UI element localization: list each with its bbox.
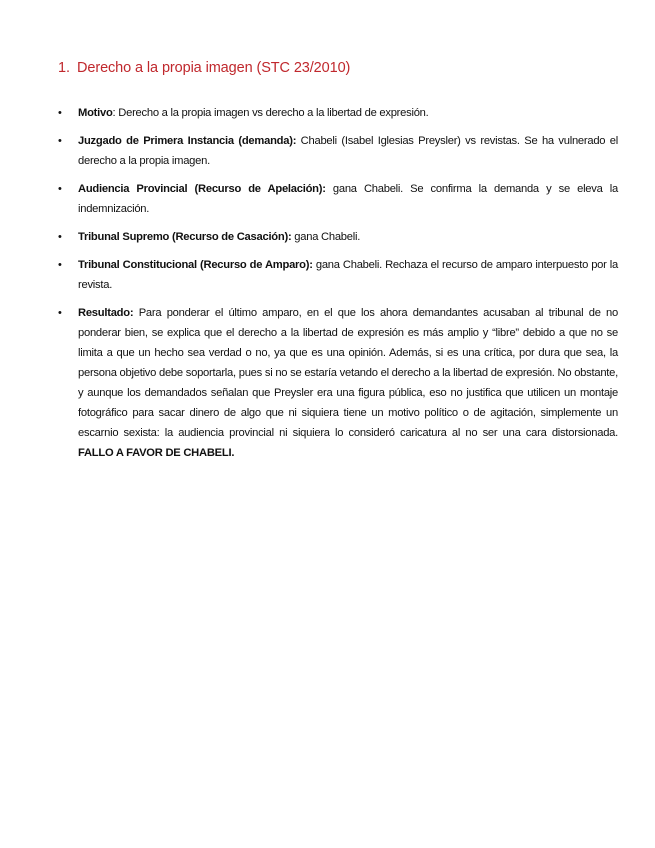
item-text: Para ponderar el último amparo, en el que los ahora demandantes acusaban al tribunal de no ponderar bien, se explica que el derecho a la libertad de expresión es más amplio y “libre” debido a que no se limita a que un hecho sea verdad o no, ya que es una opinión. Además, si es una crítica, por dura que sea, la persona objetivo debe soportarla, pues si no se estaría vetando el derecho a la libertad de expresión. No obstante, y aunque los demandados señalan que Preysler era una figura pública, eso no justifica que utilicen un montaje fotográfico para sacar dinero de algo que ni siquiera tiene un motivo político o de agitación, simplemente un escarnio sexista: la audiencia provincial ni siquiera lo consideró caricatura al no ser una cara distorsionada. <box>78 307 618 439</box>
item-label: Resultado: <box>78 307 134 319</box>
section-heading <box>58 60 350 76</box>
bullet-icon: • <box>58 135 62 147</box>
list-item-resultado <box>58 303 618 463</box>
list-item-juzgado <box>58 131 618 171</box>
item-label: Juzgado de Primera Instancia (demanda) <box>78 135 293 147</box>
section-number: 1. <box>58 60 70 76</box>
item-text: gana Chabeli. Rechaza el recurso de amparo interpuesto por la revista. <box>78 259 618 291</box>
bullet-icon: • <box>58 231 62 243</box>
bullet-icon: • <box>58 107 62 119</box>
section-title: Derecho a la propia imagen (STC 23/2010) <box>77 60 351 76</box>
bullet-icon: • <box>58 259 62 271</box>
list-item-supremo <box>58 227 618 247</box>
item-text: gana Chabeli. Se confirma la demanda y se eleva la indemnización. <box>78 183 618 215</box>
item-label: Tribunal Supremo (Recurso de Casación): <box>78 231 292 243</box>
list-item-audiencia <box>58 179 618 219</box>
item-label: Tribunal Constitucional (Recurso de Amparo): <box>78 259 313 271</box>
list-item-constitucional <box>58 255 618 295</box>
item-text: Derecho a la propia imagen vs derecho a la libertad de expresión. <box>115 107 429 119</box>
item-text: gana Chabeli. <box>291 231 361 243</box>
verdict-text: FALLO A FAVOR DE CHABELI. <box>78 447 235 459</box>
list-item-motivo <box>58 103 618 123</box>
bullet-icon: • <box>58 183 62 195</box>
bullet-list <box>58 103 618 471</box>
item-text: Chabeli (Isabel Iglesias Preysler) vs revistas. Se ha vulnerado el derecho a la propia imagen. <box>78 135 618 167</box>
bullet-icon: • <box>58 307 62 319</box>
item-separator: : <box>112 107 116 119</box>
item-separator: : <box>292 135 297 147</box>
item-label: Motivo <box>78 107 113 119</box>
item-label: Audiencia Provincial (Recurso de Apelación): <box>78 183 326 195</box>
